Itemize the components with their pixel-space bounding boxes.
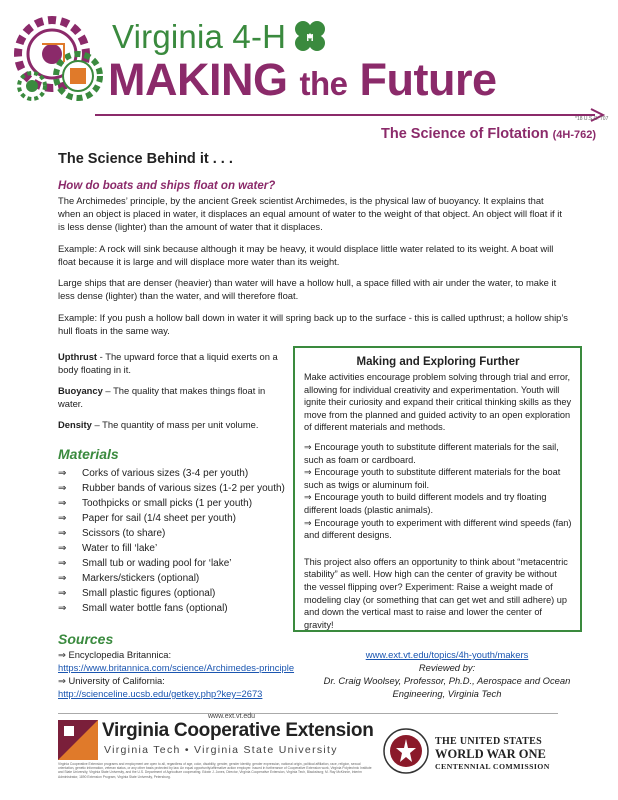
definition-text: The quality that makes things float in water. — [58, 385, 266, 409]
footer-url: www.ext.vt.edu — [208, 713, 256, 720]
arrow-bullet-icon: ⇒ — [58, 483, 67, 494]
clover-icon — [292, 20, 328, 54]
source-link-ucsb[interactable]: http://scienceline.ucsb.edu/getkey.php?key=2673 — [58, 688, 263, 699]
list-item — [58, 496, 285, 511]
materials-heading: Materials — [58, 446, 119, 462]
exploring-further-title: Making and Exploring Further — [356, 356, 520, 368]
exploring-further-bullet: ⇒ Encourage youth to substitute different materials for the boat such as twigs or aluminum foil. — [304, 467, 561, 490]
definition-upthrust — [58, 350, 283, 376]
science-question: How do boats and ships float on water? — [58, 180, 276, 192]
science-paragraph-3: Large ships that are denser (heavier) than water will have a hollow hull, a space filled with air under the water, to make it less dense (lighter) than the water, and will therefore float. — [58, 277, 557, 301]
material-text: Corks of various sizes (3-4 per youth) — [82, 468, 249, 479]
materials-list — [58, 466, 285, 616]
material-text: Toothpicks or small picks (1 per youth) — [82, 498, 253, 509]
definition-density — [58, 418, 283, 431]
ww1-commission — [435, 736, 585, 771]
definition-text: The quantity of mass per unit volume. — [102, 419, 259, 430]
definition-term: Buoyancy — [58, 385, 103, 396]
definition-term: Upthrust — [58, 351, 98, 362]
title-virginia-4h: Virginia 4-H — [112, 18, 287, 55]
exploring-further-closing: This project also offers an opportunity to think about “metacentric stability” as well. How high can the center of gravity be without the vessel flipping over? Experiment: Raise a weight made of modeling clay (or something that can get wet and still adhere) up and down the vertical mast to raise and lower the center of gravity! — [304, 556, 568, 630]
vce-subtitle: Virginia Tech • Virginia State University — [104, 744, 338, 756]
sources-list — [58, 648, 318, 700]
material-text: Small plastic figures (optional) — [82, 588, 216, 599]
exploring-further-bullet: ⇒ Encourage youth to build different models and try floating different loads (plastic animals). — [304, 492, 547, 515]
arrow-bullet-icon: ⇒ — [58, 543, 67, 554]
subtitle-code: (4H-762) — [552, 129, 596, 141]
science-paragraph-1: The Archimedes’ principle, by the ancient Greek scientist Archimedes, is the physical law of buoyancy. It explains that when an object is placed in water, it displaces an equal amount of water to the weight of that object. An object will float if it is less dense (lighter) than the amount of water that it displaces. — [58, 195, 562, 232]
definition-sep: – — [102, 385, 114, 396]
list-item — [58, 541, 285, 556]
arrow-bullet-icon: ⇒ — [58, 603, 67, 614]
material-text: Water to fill ‘lake’ — [82, 543, 158, 554]
list-item — [58, 586, 285, 601]
ww1-line-3: CENTENNIAL COMMISSION — [435, 762, 550, 771]
reviewed-by-label: Reviewed by: — [418, 662, 476, 673]
svg-text:H: H — [306, 33, 314, 44]
list-item — [58, 571, 285, 586]
vce-name: Virginia Cooperative Extension — [102, 720, 374, 741]
material-text: Scissors (to share) — [82, 528, 166, 539]
legal-tag: *18 U.S.C. 707 — [575, 116, 609, 122]
sources-heading: Sources — [58, 631, 114, 647]
definition-term: Density — [58, 419, 92, 430]
science-paragraph-2: Example: A rock will sink because although it may be heavy, it would displace little water related to its weight. A boat will float because it is large and will displace more water than its weight. — [58, 243, 554, 267]
ww1-line-2: WORLD WAR ONE — [435, 747, 546, 761]
definition-sep: - — [97, 351, 106, 362]
footer-divider — [58, 713, 558, 714]
science-paragraph-4: Example: If you push a hollow ball down in water it will spring back up to the surface - this is called upthrust; a hollow ship’s hull floats in the same way. — [58, 312, 568, 336]
title-making: MAKING — [108, 54, 288, 105]
arrow-bullet-icon: ⇒ — [58, 528, 67, 539]
material-text: Rubber bands of various sizes (1-2 per youth) — [82, 483, 285, 494]
title-making-the-future — [108, 54, 497, 106]
source-link-britannica[interactable]: https://www.britannica.com/science/Archimedes-principle — [58, 662, 295, 673]
definition-text: The upward force that a liquid exerts on a body floating in it. — [58, 351, 278, 375]
subtitle-text: The Science of Flotation — [380, 126, 549, 142]
header-arrow-icon — [95, 108, 607, 122]
list-item — [58, 466, 285, 481]
footer-fine-print: Virginia Cooperative Extension programs and employment are open to all, regardless of age, color, disability, gender, gender identity, gender expression, national origin, political affiliation, race, religion, sexual orientation, genetic information, veteran status, or any other basis protected by law. An equal opportunity/affirmative action employer. Issued in furtherance of Cooperative Extension work, Virginia Polytechnic Institute and State University, Virginia State University, and the U.S. Department of Agriculture cooperating. Edwin J. Jones, Director, Virginia Cooperative Extension, Virginia Tech, Blacksburg; M. Ray McKinnie, Interim Administrator, 1890 Extension Program, Virginia State University, Petersburg. — [58, 762, 372, 779]
title-future: Future — [359, 54, 497, 105]
arrow-bullet-icon: ⇒ — [58, 573, 67, 584]
list-item — [58, 526, 285, 541]
list-item — [58, 601, 285, 616]
review-credit — [312, 648, 582, 700]
exploring-further-bullet: ⇒ Encourage youth to substitute different materials for the sail, such as foam or cardboard. — [304, 441, 559, 465]
science-title: The Science Behind it . . . — [58, 151, 233, 167]
list-item — [58, 511, 285, 526]
ww1-seal-icon — [383, 728, 429, 774]
arrow-bullet-icon: ⇒ — [58, 468, 67, 479]
arrow-bullet-icon: ⇒ — [58, 558, 67, 569]
material-text: Small tub or wading pool for ‘lake’ — [82, 558, 232, 569]
list-item — [58, 556, 285, 571]
material-text: Paper for sail (1/4 sheet per youth) — [82, 513, 236, 524]
exploring-further-box — [293, 346, 582, 632]
title-the: the — [299, 65, 348, 102]
arrow-bullet-icon: ⇒ — [58, 513, 67, 524]
exploring-further-bullet: ⇒ Encourage youth to experiment with different wind speeds (fan) and different designs. — [304, 517, 572, 541]
vce-logo-icon — [58, 720, 98, 760]
definition-sep: – — [91, 419, 103, 430]
gear-logo-icon — [12, 14, 110, 112]
page-subtitle — [381, 126, 596, 142]
material-text: Small water bottle fans (optional) — [82, 603, 228, 614]
page-header — [0, 0, 618, 140]
source-label: ⇒ University of California: — [58, 675, 165, 686]
source-label: ⇒ Encyclopedia Britannica: — [58, 649, 172, 660]
reviewer-name: Dr. Craig Woolsey, Professor, Ph.D., Aerospace and Ocean Engineering, Virginia Tech — [323, 675, 571, 699]
list-item — [58, 481, 285, 496]
exploring-further-intro: Make activities encourage problem solving through trial and error, allowing for individual creativity and experimentation. Youth will ignite their curiosity and expand their critical thinking skills as they move from the planned and guided activity to an open exploration of different materials and methods. — [304, 372, 572, 433]
definition-buoyancy — [58, 384, 283, 410]
arrow-bullet-icon: ⇒ — [58, 588, 67, 599]
ww1-line-1: THE UNITED STATES — [435, 736, 542, 747]
material-text: Markers/stickers (optional) — [82, 573, 200, 584]
makers-link[interactable]: www.ext.vt.edu/topics/4h-youth/makers — [365, 649, 529, 660]
arrow-bullet-icon: ⇒ — [58, 498, 67, 509]
